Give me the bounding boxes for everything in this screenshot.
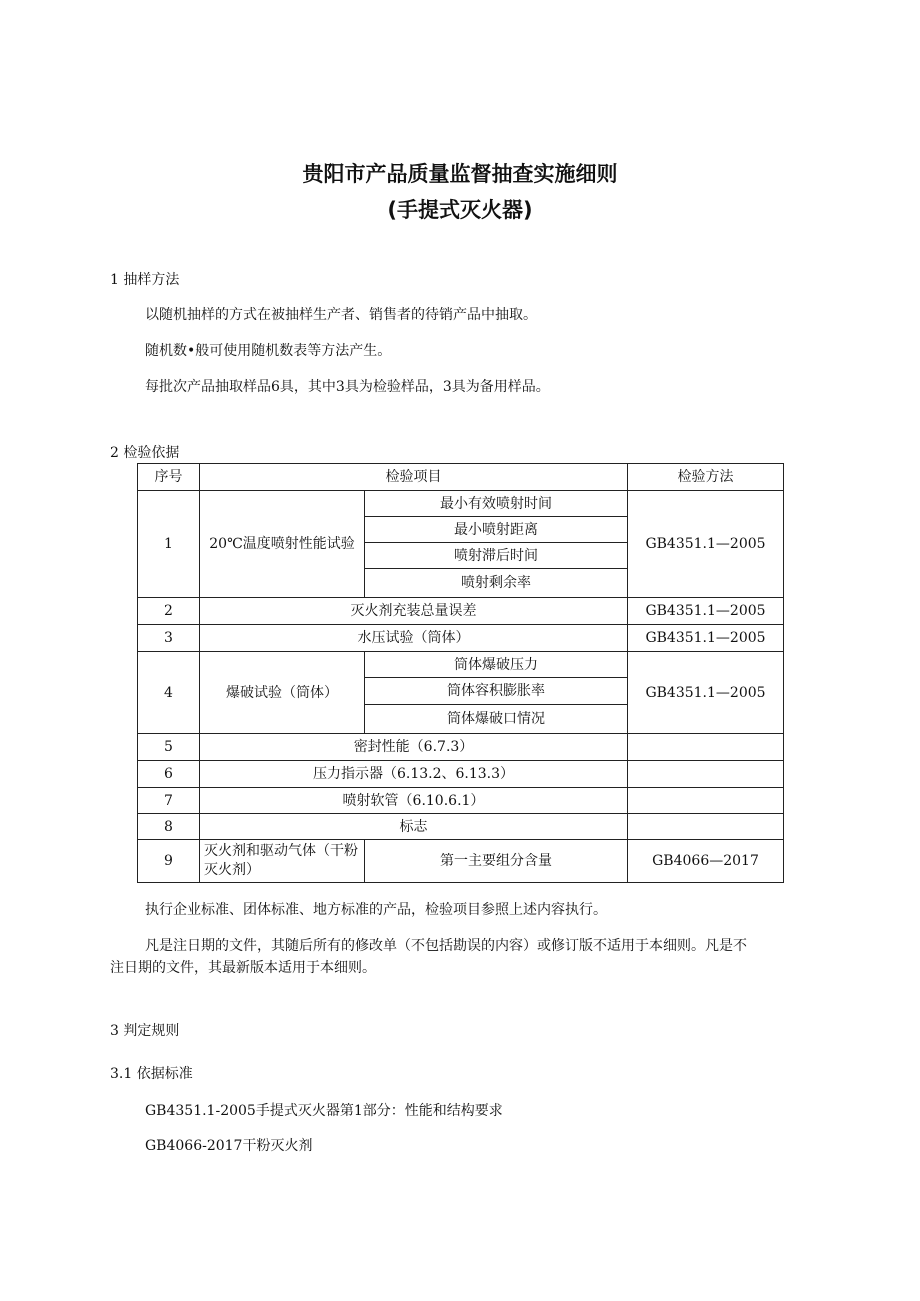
row-method: GB4351.1—2005 [628,598,784,625]
row-no: 5 [138,734,200,761]
row-no: 7 [138,788,200,814]
row-subitem: 最小喷射距离 [365,517,628,543]
section1-heading: 1 抽样方法 [110,272,180,288]
row-method: GB4351.1—2005 [628,491,784,598]
header-item: 检验项目 [200,464,628,491]
inspection-table [137,463,784,883]
row-item: 喷射软管（6.10.6.1） [200,788,628,814]
section1-paragraph: 以随机抽样的方式在被抽样生产者、销售者的待销产品中抽取。 [145,307,537,323]
row-subitem: 筒体爆破口情况 [365,705,628,734]
standard-item: GB4351.1-2005手提式灭火器第1部分：性能和结构要求 [145,1103,503,1119]
row-subitem: 筒体容积膨胀率 [365,678,628,705]
row-no: 9 [138,840,200,883]
row-subitem: 最小有效喷射时间 [365,491,628,517]
section2-note: 执行企业标准、团体标准、地方标准的产品，检验项目参照上述内容执行。 [145,902,607,918]
section3-subheading: 3.1 依据标准 [110,1066,193,1082]
row-subitem: 第一主要组分含量 [365,840,628,883]
table-row [138,788,784,814]
row-no: 4 [138,652,200,734]
row-item: 压力指示器（6.13.2、6.13.3） [200,761,628,788]
row-item: 灭火剂充装总量误差 [200,598,628,625]
table-row [138,734,784,761]
header-no: 序号 [138,464,200,491]
table-row [138,761,784,788]
table-row [138,625,784,652]
document-title: 贵阳市产品质量监督抽查实施细则 [302,162,618,186]
row-item: 密封性能（6.7.3） [200,734,628,761]
row-no: 1 [138,491,200,598]
row-no: 2 [138,598,200,625]
table-row [138,814,784,840]
row-no: 3 [138,625,200,652]
row-method [628,814,784,840]
row-method [628,734,784,761]
row-method [628,761,784,788]
row-item: 爆破试验（筒体） [200,652,365,734]
section2-heading: 2 检验依据 [110,445,180,461]
row-no: 8 [138,814,200,840]
header-method: 检验方法 [628,464,784,491]
row-method: GB4351.1—2005 [628,625,784,652]
table-row [138,491,784,517]
row-subitem: 筒体爆破压力 [365,652,628,678]
section1-paragraph: 每批次产品抽取样品6具，其中3具为检验样品，3具为备用样品。 [145,379,550,395]
row-method: GB4066—2017 [628,840,784,883]
standard-item: GB4066-2017干粉灭火剂 [145,1138,313,1154]
document-subtitle: (手提式灭火器) [387,198,533,222]
section2-note: 凡是注日期的文件，其随后所有的修改单（不包括勘误的内容）或修订版不适用于本细则。凡是不注日期的文件，其最新版本适用于本细则。 [110,938,747,976]
table-header-row [138,464,784,491]
table-row [138,840,784,883]
row-item: 水压试验（筒体） [200,625,628,652]
table-row [138,598,784,625]
row-subitem: 喷射剩余率 [365,569,628,598]
row-subitem: 喷射滞后时间 [365,543,628,569]
row-method [628,788,784,814]
row-method: GB4351.1—2005 [628,652,784,734]
row-item: 标志 [200,814,628,840]
row-item: 20℃温度喷射性能试验 [200,491,365,598]
table-row [138,652,784,678]
row-item: 灭火剂和驱动气体（干粉灭火剂） [200,840,365,883]
section3-heading: 3 判定规则 [110,1023,180,1039]
section1-paragraph: 随机数•般可使用随机数表等方法产生。 [145,343,392,359]
row-no: 6 [138,761,200,788]
